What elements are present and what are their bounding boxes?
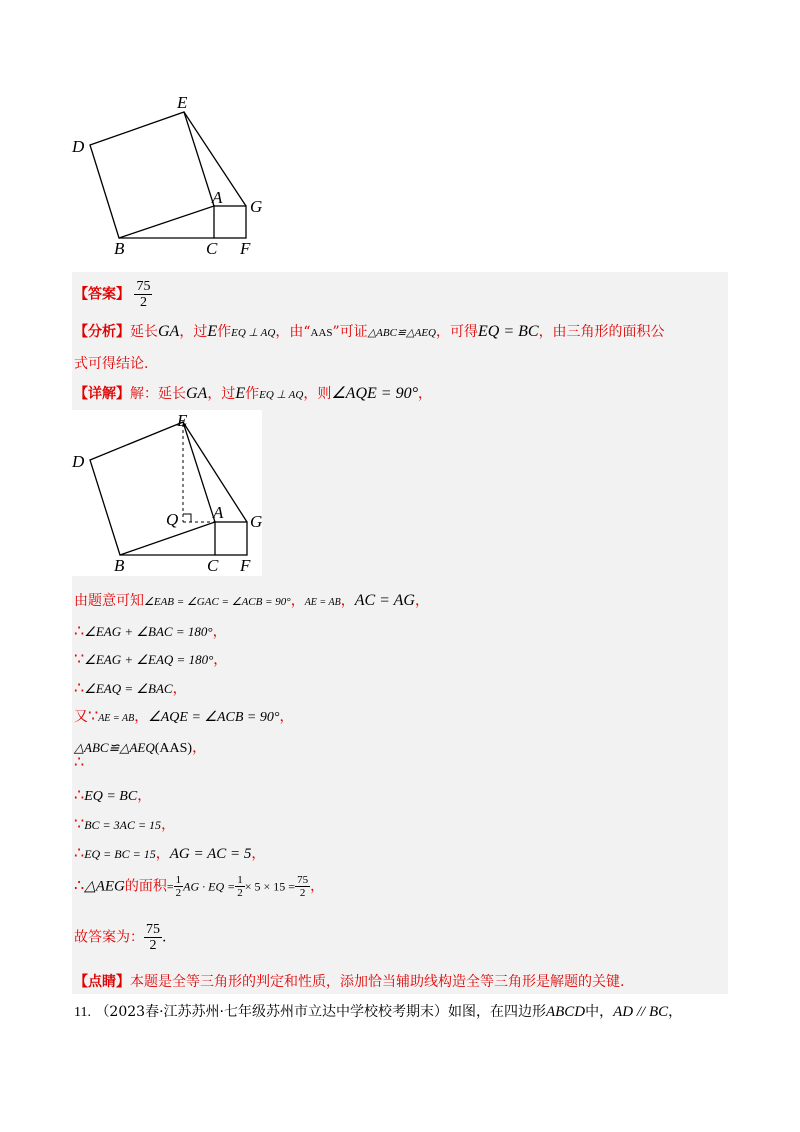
because-symbol: ∵ <box>74 814 85 833</box>
therefore-symbol: ∴ <box>74 875 85 895</box>
label-G: G <box>250 197 263 216</box>
geometry-figure-auxiliary <box>70 410 262 576</box>
label-G: G <box>250 512 262 531</box>
label-F: F <box>240 556 251 575</box>
step-6-symbol <box>74 752 84 773</box>
label-B: B <box>114 556 125 575</box>
therefore-symbol: ∴ <box>74 843 85 862</box>
step-10: ∴△AEG的面积= $\frac{1}{2}$ AG · EQ = $\frac{1}{2}$ × 5 × 15 = $\frac{75}{2}$ ， <box>74 874 325 899</box>
therefore-symbol: ∴ <box>74 678 85 697</box>
next-question: 11. （2023春·江苏苏州·七年级苏州市立达中学校校考期末）如图，在四边形ABCD中，AD // BC， <box>74 1004 683 1020</box>
label-B: B <box>114 239 125 258</box>
answer-fraction: $\frac{75}{2}$ <box>136 279 151 310</box>
step-5: 又∵AE = AB，∠AQE = ∠ACB = 90°， <box>74 706 294 725</box>
detail-tag: 【详解】 <box>74 386 130 402</box>
because-symbol: ∵ <box>74 649 85 668</box>
comment-tag: 【点睛】 <box>74 974 130 990</box>
comment-line: 【点睛】本题是全等三角形的判定和性质，添加恰当辅助线构造全等三角形是解题的关键. <box>74 974 625 990</box>
detail-line: 【详解】解：延长GA，过E作EQ ⊥ AQ，则∠AQE = 90°， <box>74 385 432 402</box>
step-9: ∴EQ = BC = 15，AG = AC = 5， <box>74 843 266 862</box>
geometry-figure-top <box>70 92 280 262</box>
answer-line <box>74 279 152 310</box>
step-2: ∴∠EAG + ∠BAC = 180°， <box>74 621 227 640</box>
therefore-symbol: ∴ <box>74 785 85 804</box>
step-11: 故答案为： $\frac{75}{2}$ . <box>74 922 167 953</box>
label-E: E <box>177 411 188 430</box>
label-C: C <box>207 556 219 575</box>
analysis-line-2: 式可得结论. <box>74 356 149 372</box>
step-4: ∴∠EAQ = ∠BAC， <box>74 678 187 697</box>
label-A: A <box>212 188 223 207</box>
analysis-line-1: 【分析】延长GA，过E作EQ ⊥ AQ，由“AAS”可证△ABC≌△AEQ，可得EQ = BC，由三角形的面积公 <box>74 323 665 340</box>
label-Q: Q <box>166 510 179 529</box>
label-E: E <box>177 93 188 112</box>
step-3: ∵∠EAG + ∠EAQ = 180°， <box>74 649 228 668</box>
step-1: 由题意可知∠EAB = ∠GAC = ∠ACB = 90°，AE = AB，AC = AG， <box>74 592 429 609</box>
because-symbol: ∵ <box>88 706 99 725</box>
therefore-symbol: ∴ <box>74 621 85 640</box>
analysis-tag: 【分析】 <box>74 324 130 340</box>
answer-tag: 【答案】 <box>74 286 130 303</box>
step-8: ∵BC = 3AC = 15， <box>74 814 176 833</box>
label-F: F <box>240 239 251 258</box>
question-number: 11. <box>74 1005 91 1020</box>
label-A: A <box>213 503 224 522</box>
step-6: △ABC≌△AEQ(AAS)， <box>74 740 207 756</box>
step-7: ∴EQ = BC， <box>74 785 152 804</box>
label-C: C <box>206 239 218 258</box>
therefore-symbol: ∴ <box>74 752 85 771</box>
label-D: D <box>72 137 85 156</box>
label-D: D <box>72 452 85 471</box>
